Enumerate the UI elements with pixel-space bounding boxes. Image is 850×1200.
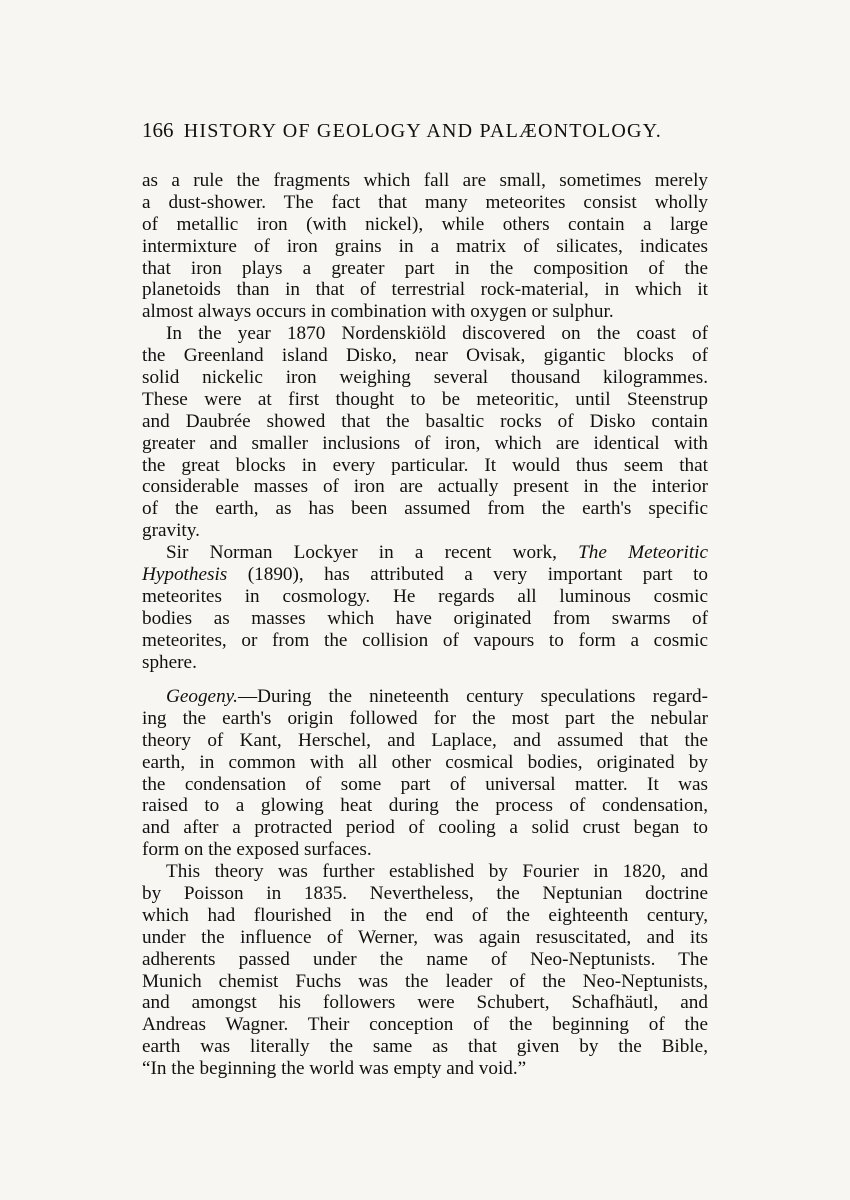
text-line: Andreas Wagner. Their conception of the beginning of the [142,1014,708,1036]
book-title: Hypothesis [142,564,228,586]
text-line: considerable masses of iron are actually present in the interior [142,476,708,498]
text-line: a dust-shower. The fact that many meteorites consist wholly [142,191,708,213]
running-head [142,118,662,143]
text-line: as a rule the fragments which fall are small, sometimes merely [142,170,708,191]
text-line: by Poisson in 1835. Nevertheless, the Neptunian doctrine [142,883,708,905]
text-line: and amongst his followers were Schubert, Schafhäutl, and [142,992,708,1014]
section-heading: Geogeny. [166,686,238,707]
book-title: The Meteoritic [578,542,709,564]
text-line: and after a protracted period of cooling a solid crust began to [142,817,708,839]
text-line: meteorites in cosmology. He regards all luminous cosmic [142,585,708,607]
text-line: solid nickelic iron weighing several thousand kilogrammes. [142,367,708,389]
text-line: the Greenland island Disko, near Ovisak, gigantic blocks of [142,345,708,367]
text-line: and Daubrée showed that the basaltic rocks of Disko contain [142,410,708,432]
text-line: greater and smaller inclusions of iron, which are identical with [142,432,708,454]
text-line: meteorites, or from the collision of vapours to form a cosmic [142,629,708,651]
text-line: of the earth, as has been assumed from the earth's specific [142,498,708,520]
text-line: raised to a glowing heat during the process of condensation, [142,795,708,817]
text-line: that iron plays a greater part in the composition of the [142,257,708,279]
text-line: form on the exposed surfaces. [142,839,372,861]
text-line: of metallic iron (with nickel), while others contain a large [142,213,708,235]
text-block-geogeny [142,686,708,1080]
text-line: planetoids than in that of terrestrial rock-material, in which it [142,279,708,301]
text-line: theory of Kant, Herschel, and Laplace, and assumed that the [142,729,708,751]
text-line: In the year 1870 Nordenskiöld discovered on the coast of [166,323,708,345]
text-line [142,542,708,564]
text-line: gravity. [142,520,200,542]
text-segment: —During the nineteenth century speculations regard- [237,686,708,707]
running-title: HISTORY OF GEOLOGY AND PALÆONTOLOGY. [183,120,662,142]
text-line: the condensation of some part of universal matter. It was [142,773,708,795]
text-line [142,564,708,586]
text-line: These were at first thought to be meteoritic, until Steenstrup [142,388,708,410]
text-line: earth, in common with all other cosmical bodies, originated by [142,751,708,773]
text-line: sphere. [142,651,197,673]
text-line: adherents passed under the name of Neo-Neptunists. The [142,948,708,970]
text-block-meteorites [142,170,708,673]
text-line: under the influence of Werner, was again resuscitated, and its [142,926,708,948]
text-line: Munich chemist Fuchs was the leader of the Neo-Neptunists, [142,970,708,992]
text-line: earth was literally the same as that given by the Bible, [142,1036,708,1058]
text-line: intermixture of iron grains in a matrix of silicates, indicates [142,235,708,257]
text-line: bodies as masses which have originated from swarms of [142,607,708,629]
text-line: ing the earth's origin followed for the most part the nebular [142,707,708,729]
text-line [142,686,708,708]
text-line: which had flourished in the end of the eighteenth century, [142,904,708,926]
text-line: “In the beginning the world was empty and void.” [142,1058,527,1080]
text-line: almost always occurs in combination with oxygen or sulphur. [142,301,614,323]
text-line: the great blocks in every particular. It would thus seem that [142,454,708,476]
page-number: 166 [142,118,174,142]
text-segment: Sir Norman Lockyer in a recent work, [166,542,557,564]
text-line: This theory was further established by Fourier in 1820, and [166,861,708,883]
text-segment: (1890), has attributed a very important part to [247,564,709,586]
